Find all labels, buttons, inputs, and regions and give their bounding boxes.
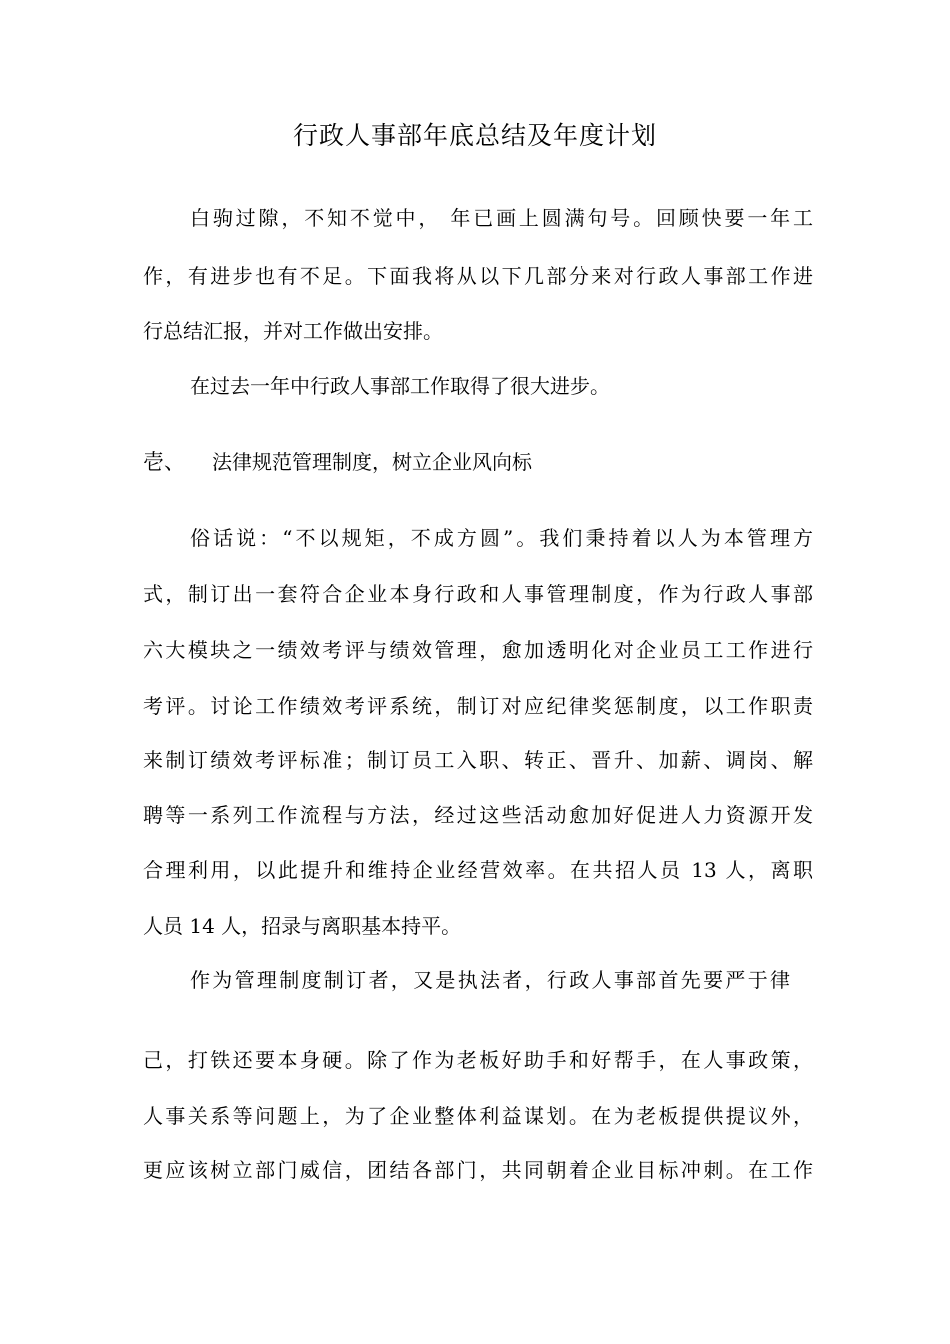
para-1-line-4: 考评。讨论工作绩效考评系统，制订对应纪律奖惩制度，以工作职责 (143, 694, 813, 718)
intro-line-3: 行总结汇报，并对工作做出安排。 (143, 319, 443, 343)
para-2-line-3: 人事关系等问题上，为了企业整体利益谋划。在为老板提供提议外， (143, 1104, 813, 1128)
intro-line-2: 作，有进步也有不足。下面我将从以下几部分来对行政人事部工作进 (143, 264, 813, 288)
progress-line: 在过去一年中行政人事部工作取得了很大进步。 (190, 374, 610, 398)
para-1-line-1: 俗话说：“不以规矩，不成方圆”。我们秉持着以人为本管理方 (190, 526, 813, 550)
para-2-line-1: 作为管理制度制订者，又是执法者，行政人事部首先要严于律 (190, 968, 790, 992)
para-1-line-6: 聘等一系列工作流程与方法，经过这些活动愈加好促进人力资源开发 (143, 803, 813, 827)
para-2-line-4: 更应该树立部门威信，团结各部门，共同朝着企业目标冲刺。在工作 (143, 1158, 813, 1182)
section-1-heading: 法律规范管理制度，树立企业风向标 (212, 450, 532, 474)
para-2-line-2: 己，打铁还要本身硬。除了作为老板好助手和好帮手，在人事政策， (143, 1048, 813, 1072)
para-1-line-2: 式，制订出一套符合企业本身行政和人事管理制度，作为行政人事部 (143, 582, 813, 606)
section-1-number: 壱、 (143, 450, 185, 474)
page-title: 行政人事部年底总结及年度计划 (292, 121, 657, 150)
para-1-line-3: 六大模块之一绩效考评与绩效管理，愈加透明化对企业员工工作进行 (143, 638, 813, 662)
para-1-line-8: 人员 14 人，招录与离职基本持平。 (143, 914, 462, 938)
para-1-line-7: 合理利用，以此提升和维持企业经营效率。在共招人员 13 人，离职 (143, 858, 813, 882)
intro-line-1: 白驹过隙，不知不觉中， 年已画上圆满句号。回顾快要一年工 (190, 206, 813, 230)
para-1-line-5: 来制订绩效考评标准；制订员工入职、转正、晋升、加薪、调岗、解 (143, 748, 813, 772)
